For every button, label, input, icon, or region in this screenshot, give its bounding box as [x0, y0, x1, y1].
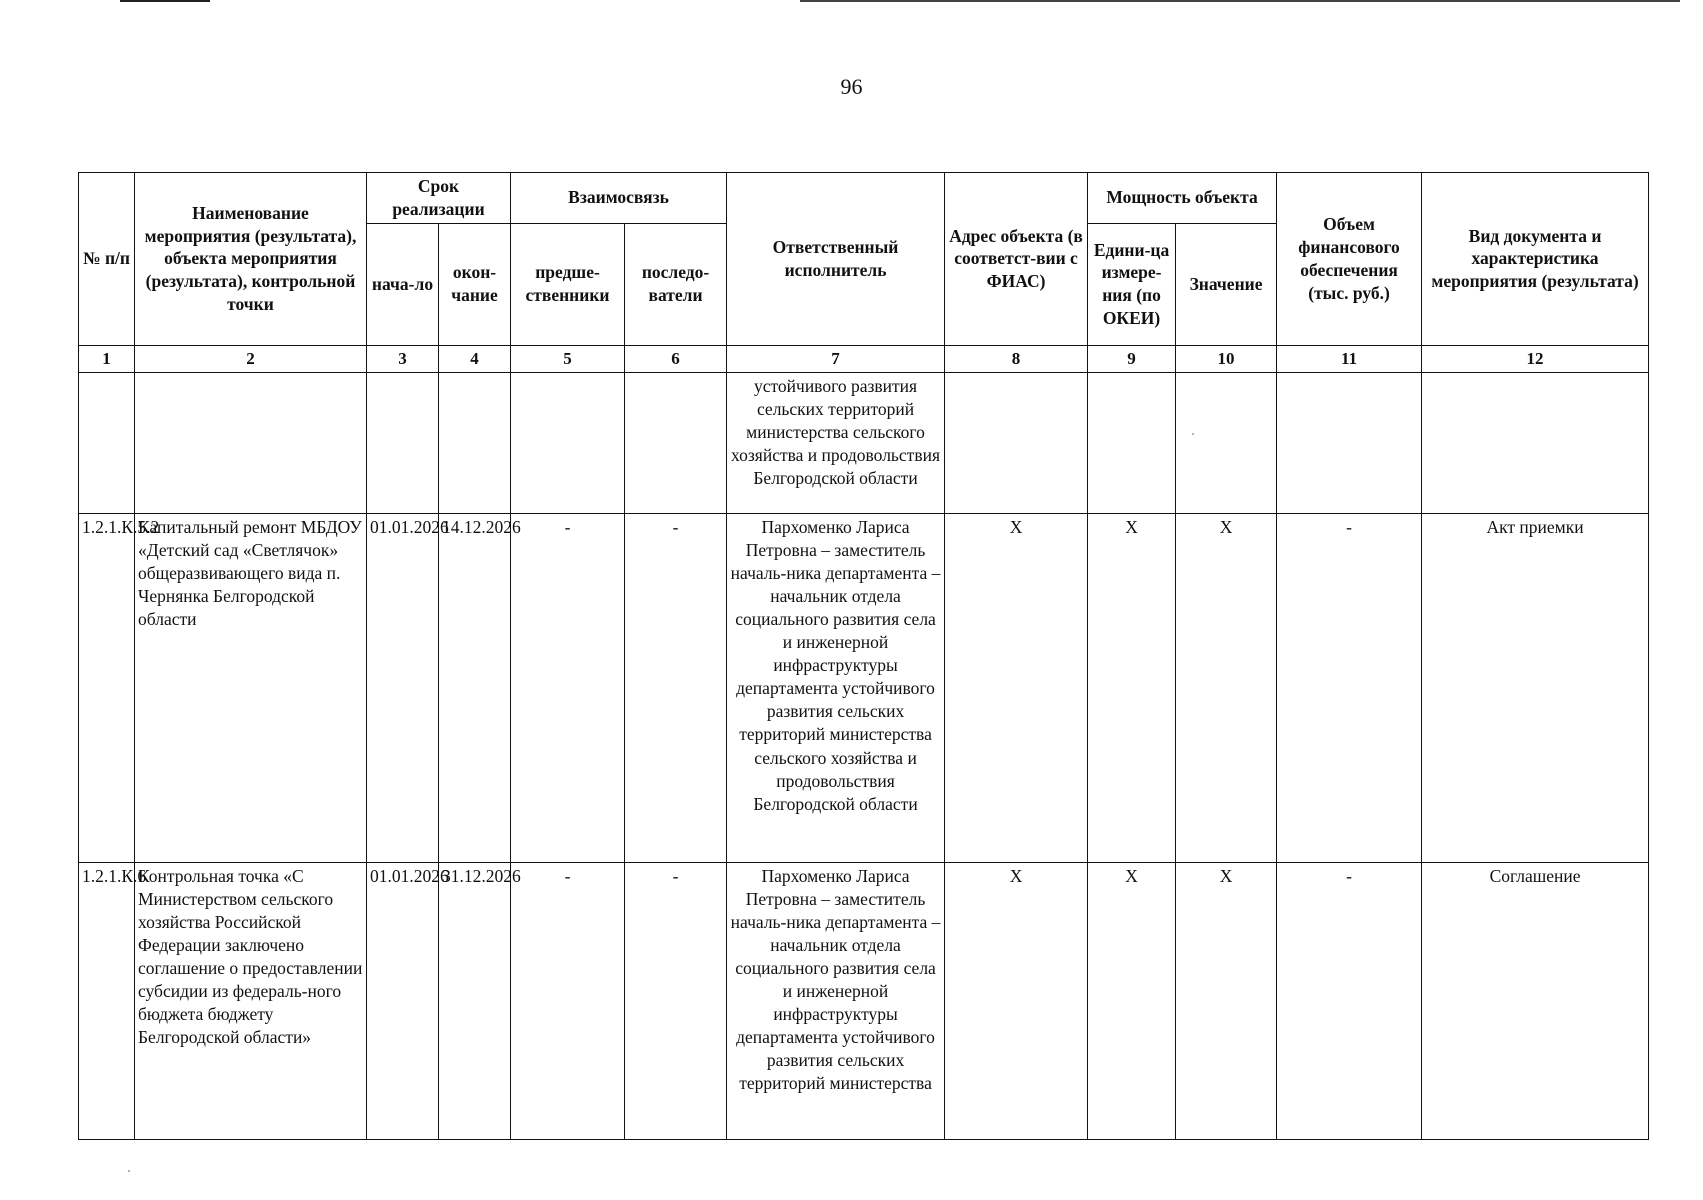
header-relation: Взаимосвязь [511, 173, 727, 224]
column-number: 3 [367, 345, 439, 372]
header-unit: Едини-ца измере-ния (по ОКЕИ) [1088, 223, 1176, 345]
cell-end [439, 372, 511, 513]
cell-value: X [1176, 513, 1277, 862]
header-start: нача-ло [367, 223, 439, 345]
cell-unit: X [1088, 862, 1176, 1139]
cell-unit: X [1088, 513, 1176, 862]
column-number: 9 [1088, 345, 1176, 372]
table-row [79, 862, 1649, 1139]
cell-end: 14.12.2026 [439, 513, 511, 862]
cell-finance [1277, 372, 1422, 513]
column-number: 8 [945, 345, 1088, 372]
cell-address [945, 372, 1088, 513]
cell-responsible: Пархоменко Лариса Петровна – заместитель началь-ника департамента – начальник отдела социального развития села и инженерной инфраструктуры департамента устойчивого развития сельских территорий министерства [727, 862, 945, 1139]
header-term: Срок реализации [367, 173, 511, 224]
cell-start: 01.01.2026 [367, 862, 439, 1139]
column-number: 4 [439, 345, 511, 372]
column-number: 12 [1422, 345, 1649, 372]
table-row [79, 372, 1649, 513]
header-power: Мощность объекта [1088, 173, 1277, 224]
cell-responsible: устойчивого развития сельских территорий министерства сельского хозяйства и продовольствия Белгородской области [727, 372, 945, 513]
column-number: 1 [79, 345, 135, 372]
header-predecessors: предше-ственники [511, 223, 625, 345]
header-no: № п/п [79, 173, 135, 346]
cell-successors: - [625, 862, 727, 1139]
header-name: Наименование мероприятия (результата), объекта мероприятия (результата), контрольной точки [135, 173, 367, 346]
cell-unit [1088, 372, 1176, 513]
cell-no: 1.2.1.К.6 [79, 862, 135, 1139]
cell-start [367, 372, 439, 513]
header-address: Адрес объекта (в соответст-вии с ФИАС) [945, 173, 1088, 346]
cell-no [79, 372, 135, 513]
header-responsible: Ответственный исполнитель [727, 173, 945, 346]
cell-name: Капитальный ремонт МБДОУ «Детский сад «Светлячок» общеразвивающего вида п. Чернянка Белгородской области [135, 513, 367, 862]
scan-artifact-top [0, 0, 1703, 3]
plan-table [78, 172, 1649, 1140]
cell-successors [625, 372, 727, 513]
cell-start: 01.01.2026 [367, 513, 439, 862]
column-number: 6 [625, 345, 727, 372]
cell-finance: - [1277, 513, 1422, 862]
cell-document: Соглашение [1422, 862, 1649, 1139]
page-number: 96 [840, 74, 863, 99]
header-value: Значение [1176, 223, 1277, 345]
cell-address: X [945, 862, 1088, 1139]
table-row [79, 513, 1649, 862]
cell-finance: - [1277, 862, 1422, 1139]
cell-predecessors: - [511, 513, 625, 862]
cell-responsible: Пархоменко Лариса Петровна – заместитель началь-ника департамента – начальник отдела социального развития села и инженерной инфраструктуры департамента устойчивого развития сельских территорий министерства сельского хозяйства и продовольствия Белгородской области [727, 513, 945, 862]
scan-speck [1192, 433, 1194, 435]
cell-predecessors: - [511, 862, 625, 1139]
scan-speck [128, 1170, 130, 1172]
header-end: окон-чание [439, 223, 511, 345]
column-number: 11 [1277, 345, 1422, 372]
header-successors: последо-ватели [625, 223, 727, 345]
cell-no: 1.2.1.К.5.2 [79, 513, 135, 862]
column-number: 5 [511, 345, 625, 372]
cell-successors: - [625, 513, 727, 862]
header-finance: Объем финансового обеспечения (тыс. руб.) [1277, 173, 1422, 346]
column-number: 10 [1176, 345, 1277, 372]
cell-document [1422, 372, 1649, 513]
cell-name: Контрольная точка «С Министерством сельского хозяйства Российской Федерации заключено соглашение о предоставлении субсидии из федераль-ного бюджета бюджету Белгородской области» [135, 862, 367, 1139]
cell-address: X [945, 513, 1088, 862]
cell-value [1176, 372, 1277, 513]
cell-document: Акт приемки [1422, 513, 1649, 862]
cell-name [135, 372, 367, 513]
header-document: Вид документа и характеристика мероприятия (результата) [1422, 173, 1649, 346]
column-number: 7 [727, 345, 945, 372]
cell-predecessors [511, 372, 625, 513]
column-number: 2 [135, 345, 367, 372]
cell-end: 31.12.2026 [439, 862, 511, 1139]
cell-value: X [1176, 862, 1277, 1139]
